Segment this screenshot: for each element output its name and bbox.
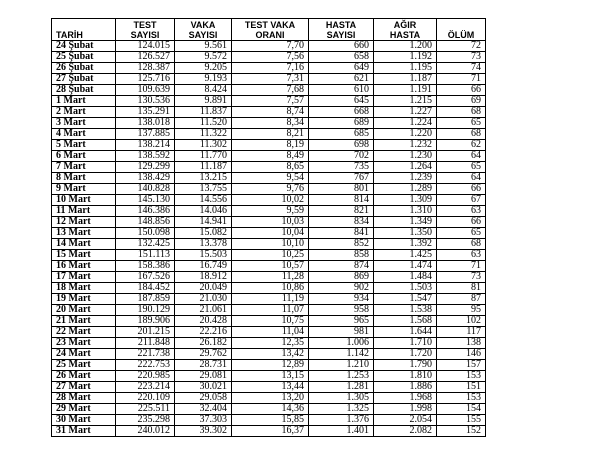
date-cell: 14 Mart xyxy=(52,239,116,250)
test-count-cell: 225.511 xyxy=(116,404,175,415)
patient-count-cell: 1.305 xyxy=(309,393,374,404)
table-row xyxy=(52,316,486,327)
table-row xyxy=(52,294,486,305)
test-count-cell: 211.848 xyxy=(116,338,175,349)
date-cell: 20 Mart xyxy=(52,305,116,316)
severe-patient-cell: 1.350 xyxy=(374,228,437,239)
table-row xyxy=(52,250,486,261)
deaths-cell: 151 xyxy=(437,382,486,393)
ratio-cell: 13,15 xyxy=(232,371,309,382)
case-count-cell: 21.030 xyxy=(175,294,232,305)
patient-count-cell: 1.210 xyxy=(309,360,374,371)
ratio-cell: 12,89 xyxy=(232,360,309,371)
ratio-cell: 7,68 xyxy=(232,85,309,96)
case-count-cell: 15.503 xyxy=(175,250,232,261)
test-count-cell: 240.012 xyxy=(116,426,175,437)
table-row xyxy=(52,228,486,239)
deaths-cell: 152 xyxy=(437,426,486,437)
date-cell: 11 Mart xyxy=(52,206,116,217)
patient-count-cell: 767 xyxy=(309,173,374,184)
severe-patient-cell: 1.720 xyxy=(374,349,437,360)
date-cell: 19 Mart xyxy=(52,294,116,305)
header-deaths: ÖLÜM xyxy=(437,19,486,41)
severe-patient-cell: 1.474 xyxy=(374,261,437,272)
case-count-cell: 18.912 xyxy=(175,272,232,283)
date-cell: 26 Mart xyxy=(52,371,116,382)
test-count-cell: 140.828 xyxy=(116,184,175,195)
test-count-cell: 126.527 xyxy=(116,52,175,63)
ratio-cell: 8,49 xyxy=(232,151,309,162)
test-count-cell: 137.885 xyxy=(116,129,175,140)
case-count-cell: 14.941 xyxy=(175,217,232,228)
test-count-cell: 220.109 xyxy=(116,393,175,404)
deaths-cell: 146 xyxy=(437,349,486,360)
case-count-cell: 15.082 xyxy=(175,228,232,239)
case-count-cell: 32.404 xyxy=(175,404,232,415)
case-count-cell: 14.556 xyxy=(175,195,232,206)
table-row xyxy=(52,184,486,195)
patient-count-cell: 874 xyxy=(309,261,374,272)
test-count-cell: 145.130 xyxy=(116,195,175,206)
severe-patient-cell: 1.239 xyxy=(374,173,437,184)
severe-patient-cell: 1.998 xyxy=(374,404,437,415)
ratio-cell: 9,59 xyxy=(232,206,309,217)
patient-count-cell: 1.325 xyxy=(309,404,374,415)
date-cell: 25 Şubat xyxy=(52,52,116,63)
patient-count-cell: 610 xyxy=(309,85,374,96)
test-count-cell: 128.387 xyxy=(116,63,175,74)
case-count-cell: 11.520 xyxy=(175,118,232,129)
ratio-cell: 13,42 xyxy=(232,349,309,360)
table-row xyxy=(52,426,486,437)
severe-patient-cell: 1.547 xyxy=(374,294,437,305)
severe-patient-cell: 1.968 xyxy=(374,393,437,404)
patient-count-cell: 1.281 xyxy=(309,382,374,393)
ratio-cell: 11,19 xyxy=(232,294,309,305)
severe-patient-cell: 1.790 xyxy=(374,360,437,371)
ratio-cell: 13,20 xyxy=(232,393,309,404)
severe-patient-cell: 1.810 xyxy=(374,371,437,382)
date-cell: 29 Mart xyxy=(52,404,116,415)
patient-count-cell: 981 xyxy=(309,327,374,338)
table-row xyxy=(52,63,486,74)
deaths-cell: 68 xyxy=(437,107,486,118)
deaths-cell: 66 xyxy=(437,217,486,228)
table-row xyxy=(52,107,486,118)
patient-count-cell: 735 xyxy=(309,162,374,173)
severe-patient-cell: 1.227 xyxy=(374,107,437,118)
patient-count-cell: 1.376 xyxy=(309,415,374,426)
date-cell: 28 Mart xyxy=(52,393,116,404)
table-row xyxy=(52,338,486,349)
test-count-cell: 146.386 xyxy=(116,206,175,217)
table-row xyxy=(52,162,486,173)
patient-count-cell: 668 xyxy=(309,107,374,118)
deaths-cell: 64 xyxy=(437,173,486,184)
severe-patient-cell: 1.484 xyxy=(374,272,437,283)
date-cell: 25 Mart xyxy=(52,360,116,371)
severe-patient-cell: 1.191 xyxy=(374,85,437,96)
severe-patient-cell: 1.392 xyxy=(374,239,437,250)
severe-patient-cell: 1.425 xyxy=(374,250,437,261)
case-count-cell: 20.049 xyxy=(175,283,232,294)
deaths-cell: 102 xyxy=(437,316,486,327)
test-count-cell: 124.015 xyxy=(116,41,175,52)
deaths-cell: 74 xyxy=(437,63,486,74)
patient-count-cell: 958 xyxy=(309,305,374,316)
patient-count-cell: 685 xyxy=(309,129,374,140)
severe-patient-cell: 1.264 xyxy=(374,162,437,173)
patient-count-cell: 814 xyxy=(309,195,374,206)
ratio-cell: 10,04 xyxy=(232,228,309,239)
header-test-count: TEST SAYISI xyxy=(116,19,175,41)
date-cell: 31 Mart xyxy=(52,426,116,437)
date-cell: 16 Mart xyxy=(52,261,116,272)
table-row xyxy=(52,239,486,250)
patient-count-cell: 965 xyxy=(309,316,374,327)
date-cell: 17 Mart xyxy=(52,272,116,283)
test-count-cell: 150.098 xyxy=(116,228,175,239)
test-count-cell: 167.526 xyxy=(116,272,175,283)
test-count-cell: 189.906 xyxy=(116,316,175,327)
patient-count-cell: 852 xyxy=(309,239,374,250)
ratio-cell: 11,07 xyxy=(232,305,309,316)
date-cell: 24 Mart xyxy=(52,349,116,360)
table-row xyxy=(52,305,486,316)
case-count-cell: 37.303 xyxy=(175,415,232,426)
date-cell: 8 Mart xyxy=(52,173,116,184)
deaths-cell: 138 xyxy=(437,338,486,349)
severe-patient-cell: 1.187 xyxy=(374,74,437,85)
deaths-cell: 67 xyxy=(437,195,486,206)
date-cell: 28 Şubat xyxy=(52,85,116,96)
ratio-cell: 9,76 xyxy=(232,184,309,195)
case-count-cell: 26.182 xyxy=(175,338,232,349)
ratio-cell: 10,86 xyxy=(232,283,309,294)
severe-patient-cell: 1.710 xyxy=(374,338,437,349)
deaths-cell: 65 xyxy=(437,162,486,173)
header-severe-patient: AĞIR HASTA xyxy=(374,19,437,41)
table-row xyxy=(52,371,486,382)
severe-patient-cell: 1.310 xyxy=(374,206,437,217)
header-test-case-ratio: TEST VAKA ORANI xyxy=(232,19,309,41)
patient-count-cell: 702 xyxy=(309,151,374,162)
table-row xyxy=(52,52,486,63)
header-row xyxy=(52,19,486,41)
case-count-cell: 11.837 xyxy=(175,107,232,118)
case-count-cell: 22.216 xyxy=(175,327,232,338)
table-row xyxy=(52,173,486,184)
test-count-cell: 109.639 xyxy=(116,85,175,96)
test-count-cell: 129.299 xyxy=(116,162,175,173)
case-count-cell: 20.428 xyxy=(175,316,232,327)
ratio-cell: 13,44 xyxy=(232,382,309,393)
header-patient-count: HASTA SAYISI xyxy=(309,19,374,41)
ratio-cell: 10,75 xyxy=(232,316,309,327)
date-cell: 15 Mart xyxy=(52,250,116,261)
deaths-cell: 68 xyxy=(437,239,486,250)
patient-count-cell: 658 xyxy=(309,52,374,63)
severe-patient-cell: 2.082 xyxy=(374,426,437,437)
ratio-cell: 15,85 xyxy=(232,415,309,426)
deaths-cell: 71 xyxy=(437,74,486,85)
case-count-cell: 28.731 xyxy=(175,360,232,371)
severe-patient-cell: 1.215 xyxy=(374,96,437,107)
date-cell: 7 Mart xyxy=(52,162,116,173)
ratio-cell: 7,56 xyxy=(232,52,309,63)
ratio-cell: 8,21 xyxy=(232,129,309,140)
severe-patient-cell: 1.224 xyxy=(374,118,437,129)
table-row xyxy=(52,195,486,206)
deaths-cell: 157 xyxy=(437,360,486,371)
test-count-cell: 158.386 xyxy=(116,261,175,272)
test-count-cell: 151.113 xyxy=(116,250,175,261)
table-row xyxy=(52,96,486,107)
table-row xyxy=(52,349,486,360)
test-count-cell: 190.129 xyxy=(116,305,175,316)
table-row xyxy=(52,206,486,217)
date-cell: 27 Mart xyxy=(52,382,116,393)
covid-statistics-table xyxy=(51,18,486,437)
test-count-cell: 221.738 xyxy=(116,349,175,360)
deaths-cell: 69 xyxy=(437,96,486,107)
case-count-cell: 8.424 xyxy=(175,85,232,96)
patient-count-cell: 660 xyxy=(309,41,374,52)
patient-count-cell: 821 xyxy=(309,206,374,217)
patient-count-cell: 621 xyxy=(309,74,374,85)
patient-count-cell: 645 xyxy=(309,96,374,107)
patient-count-cell: 902 xyxy=(309,283,374,294)
severe-patient-cell: 1.309 xyxy=(374,195,437,206)
ratio-cell: 10,02 xyxy=(232,195,309,206)
table-row xyxy=(52,283,486,294)
table-row xyxy=(52,140,486,151)
case-count-cell: 21.061 xyxy=(175,305,232,316)
table-row xyxy=(52,41,486,52)
table-row xyxy=(52,85,486,96)
table-row xyxy=(52,74,486,85)
case-count-cell: 13.378 xyxy=(175,239,232,250)
date-cell: 12 Mart xyxy=(52,217,116,228)
severe-patient-cell: 1.230 xyxy=(374,151,437,162)
ratio-cell: 10,03 xyxy=(232,217,309,228)
severe-patient-cell: 1.220 xyxy=(374,129,437,140)
case-count-cell: 9.193 xyxy=(175,74,232,85)
date-cell: 22 Mart xyxy=(52,327,116,338)
ratio-cell: 14,36 xyxy=(232,404,309,415)
severe-patient-cell: 1.644 xyxy=(374,327,437,338)
case-count-cell: 16.749 xyxy=(175,261,232,272)
patient-count-cell: 689 xyxy=(309,118,374,129)
ratio-cell: 7,31 xyxy=(232,74,309,85)
deaths-cell: 65 xyxy=(437,118,486,129)
test-count-cell: 135.291 xyxy=(116,107,175,118)
deaths-cell: 95 xyxy=(437,305,486,316)
deaths-cell: 117 xyxy=(437,327,486,338)
test-count-cell: 138.592 xyxy=(116,151,175,162)
date-cell: 3 Mart xyxy=(52,118,116,129)
case-count-cell: 11.770 xyxy=(175,151,232,162)
test-count-cell: 148.856 xyxy=(116,217,175,228)
deaths-cell: 81 xyxy=(437,283,486,294)
case-count-cell: 11.187 xyxy=(175,162,232,173)
severe-patient-cell: 1.886 xyxy=(374,382,437,393)
table-row xyxy=(52,151,486,162)
ratio-cell: 12,35 xyxy=(232,338,309,349)
case-count-cell: 9.561 xyxy=(175,41,232,52)
table-row xyxy=(52,382,486,393)
header-date: TARİH xyxy=(52,19,116,41)
table-row xyxy=(52,272,486,283)
patient-count-cell: 934 xyxy=(309,294,374,305)
case-count-cell: 13.755 xyxy=(175,184,232,195)
date-cell: 23 Mart xyxy=(52,338,116,349)
test-count-cell: 220.985 xyxy=(116,371,175,382)
date-cell: 2 Mart xyxy=(52,107,116,118)
patient-count-cell: 649 xyxy=(309,63,374,74)
date-cell: 21 Mart xyxy=(52,316,116,327)
ratio-cell: 8,19 xyxy=(232,140,309,151)
table-row xyxy=(52,327,486,338)
table-row xyxy=(52,118,486,129)
case-count-cell: 39.302 xyxy=(175,426,232,437)
deaths-cell: 63 xyxy=(437,206,486,217)
case-count-cell: 11.322 xyxy=(175,129,232,140)
deaths-cell: 71 xyxy=(437,261,486,272)
test-count-cell: 201.215 xyxy=(116,327,175,338)
patient-count-cell: 698 xyxy=(309,140,374,151)
ratio-cell: 10,10 xyxy=(232,239,309,250)
test-count-cell: 130.536 xyxy=(116,96,175,107)
table-body xyxy=(52,41,486,437)
case-count-cell: 9.205 xyxy=(175,63,232,74)
test-count-cell: 132.425 xyxy=(116,239,175,250)
deaths-cell: 72 xyxy=(437,41,486,52)
patient-count-cell: 834 xyxy=(309,217,374,228)
test-count-cell: 223.214 xyxy=(116,382,175,393)
test-count-cell: 138.214 xyxy=(116,140,175,151)
test-count-cell: 235.298 xyxy=(116,415,175,426)
ratio-cell: 10,25 xyxy=(232,250,309,261)
date-cell: 6 Mart xyxy=(52,151,116,162)
deaths-cell: 153 xyxy=(437,371,486,382)
ratio-cell: 7,57 xyxy=(232,96,309,107)
severe-patient-cell: 1.232 xyxy=(374,140,437,151)
case-count-cell: 9.891 xyxy=(175,96,232,107)
case-count-cell: 29.058 xyxy=(175,393,232,404)
deaths-cell: 66 xyxy=(437,85,486,96)
ratio-cell: 7,70 xyxy=(232,41,309,52)
deaths-cell: 68 xyxy=(437,129,486,140)
table-row xyxy=(52,393,486,404)
deaths-cell: 87 xyxy=(437,294,486,305)
ratio-cell: 8,34 xyxy=(232,118,309,129)
ratio-cell: 16,37 xyxy=(232,426,309,437)
patient-count-cell: 858 xyxy=(309,250,374,261)
ratio-cell: 11,04 xyxy=(232,327,309,338)
test-count-cell: 125.716 xyxy=(116,74,175,85)
date-cell: 18 Mart xyxy=(52,283,116,294)
test-count-cell: 184.452 xyxy=(116,283,175,294)
case-count-cell: 14.046 xyxy=(175,206,232,217)
deaths-cell: 154 xyxy=(437,404,486,415)
test-count-cell: 187.859 xyxy=(116,294,175,305)
case-count-cell: 9.572 xyxy=(175,52,232,63)
test-count-cell: 138.018 xyxy=(116,118,175,129)
deaths-cell: 63 xyxy=(437,250,486,261)
severe-patient-cell: 1.289 xyxy=(374,184,437,195)
patient-count-cell: 1.142 xyxy=(309,349,374,360)
ratio-cell: 9,54 xyxy=(232,173,309,184)
patient-count-cell: 1.401 xyxy=(309,426,374,437)
ratio-cell: 8,74 xyxy=(232,107,309,118)
ratio-cell: 7,16 xyxy=(232,63,309,74)
data-table-container xyxy=(51,18,486,437)
deaths-cell: 153 xyxy=(437,393,486,404)
severe-patient-cell: 1.503 xyxy=(374,283,437,294)
date-cell: 30 Mart xyxy=(52,415,116,426)
patient-count-cell: 1.006 xyxy=(309,338,374,349)
severe-patient-cell: 1.568 xyxy=(374,316,437,327)
severe-patient-cell: 1.200 xyxy=(374,41,437,52)
test-count-cell: 138.429 xyxy=(116,173,175,184)
case-count-cell: 30.021 xyxy=(175,382,232,393)
header-case-count: VAKA SAYISI xyxy=(175,19,232,41)
date-cell: 27 Şubat xyxy=(52,74,116,85)
patient-count-cell: 869 xyxy=(309,272,374,283)
patient-count-cell: 801 xyxy=(309,184,374,195)
deaths-cell: 64 xyxy=(437,151,486,162)
date-cell: 24 Şubat xyxy=(52,41,116,52)
severe-patient-cell: 1.192 xyxy=(374,52,437,63)
date-cell: 9 Mart xyxy=(52,184,116,195)
deaths-cell: 155 xyxy=(437,415,486,426)
ratio-cell: 8,65 xyxy=(232,162,309,173)
patient-count-cell: 841 xyxy=(309,228,374,239)
table-row xyxy=(52,261,486,272)
date-cell: 4 Mart xyxy=(52,129,116,140)
case-count-cell: 11.302 xyxy=(175,140,232,151)
table-row xyxy=(52,217,486,228)
case-count-cell: 29.081 xyxy=(175,371,232,382)
deaths-cell: 73 xyxy=(437,272,486,283)
date-cell: 26 Şubat xyxy=(52,63,116,74)
deaths-cell: 66 xyxy=(437,184,486,195)
deaths-cell: 65 xyxy=(437,228,486,239)
severe-patient-cell: 1.349 xyxy=(374,217,437,228)
date-cell: 10 Mart xyxy=(52,195,116,206)
date-cell: 5 Mart xyxy=(52,140,116,151)
severe-patient-cell: 1.195 xyxy=(374,63,437,74)
case-count-cell: 29.762 xyxy=(175,349,232,360)
deaths-cell: 62 xyxy=(437,140,486,151)
ratio-cell: 11,28 xyxy=(232,272,309,283)
deaths-cell: 73 xyxy=(437,52,486,63)
ratio-cell: 10,57 xyxy=(232,261,309,272)
test-count-cell: 222.753 xyxy=(116,360,175,371)
table-row xyxy=(52,415,486,426)
severe-patient-cell: 2.054 xyxy=(374,415,437,426)
severe-patient-cell: 1.538 xyxy=(374,305,437,316)
table-row xyxy=(52,404,486,415)
date-cell: 1 Mart xyxy=(52,96,116,107)
patient-count-cell: 1.253 xyxy=(309,371,374,382)
case-count-cell: 13.215 xyxy=(175,173,232,184)
table-row xyxy=(52,360,486,371)
date-cell: 13 Mart xyxy=(52,228,116,239)
table-row xyxy=(52,129,486,140)
